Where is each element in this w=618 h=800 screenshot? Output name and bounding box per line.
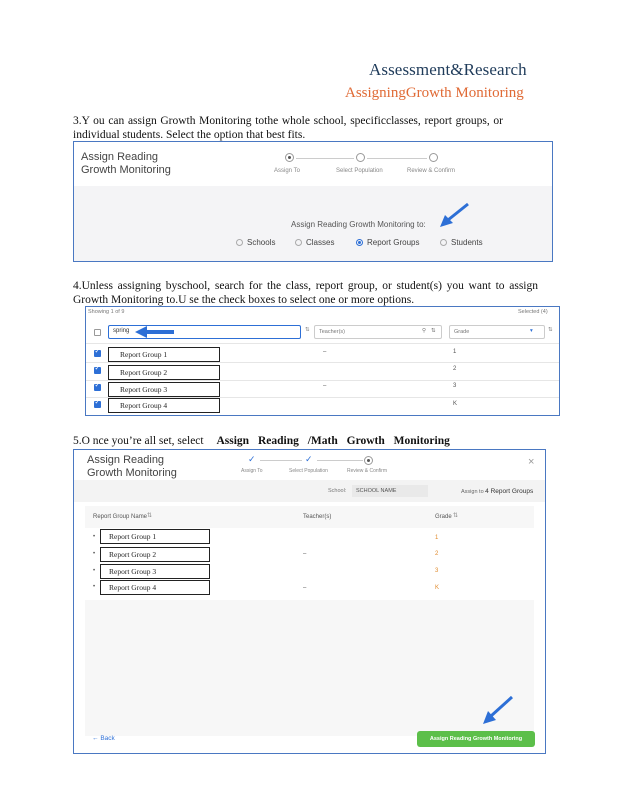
sort-icon[interactable]: ⇅ [305, 327, 310, 333]
divider [86, 343, 560, 344]
row-grade: 1 [453, 349, 457, 355]
radio-schools[interactable] [236, 238, 275, 247]
step5-text-prefix: 5.O nce you’re all set, select [73, 435, 204, 447]
radio-label: Classes [306, 238, 335, 247]
row-grade: 3 [453, 383, 457, 389]
dialog-title-line2: Growth Monitoring [87, 467, 177, 479]
grade-select[interactable] [449, 325, 545, 339]
step-label-review: Review & Confirm [347, 468, 388, 474]
select-population-screenshot [85, 306, 560, 416]
bullet: • [93, 584, 96, 590]
sort-icon[interactable]: ⇅ [147, 513, 153, 519]
bullet: • [93, 568, 96, 574]
dialog-title [87, 454, 177, 480]
radio-circle[interactable] [440, 239, 447, 246]
back-label: Back [100, 735, 115, 742]
row-teacher: – [323, 383, 327, 389]
assign-summary [461, 488, 533, 495]
radio-students[interactable] [440, 238, 483, 247]
header-subtitle: AssigningGrowth Monitoring [345, 85, 524, 101]
stepper-line [367, 158, 427, 159]
assign-summary-value: 4 Report Groups [485, 488, 534, 495]
step-dot-assign-to [285, 153, 294, 162]
col-grade-header[interactable]: Grade [435, 514, 452, 520]
school-value-box [352, 485, 428, 497]
back-button[interactable] [92, 735, 115, 742]
sort-icon: ⇅ [431, 328, 436, 334]
row-name: Report Group 1 [100, 529, 210, 544]
col-teacher-header[interactable]: Teacher(s) [303, 514, 332, 520]
row-grade: K [453, 401, 458, 407]
callout-arrow-icon [478, 694, 516, 728]
row-name: Report Group 4 [100, 580, 210, 595]
assign-growth-monitoring-button[interactable]: Assign Reading Growth Monitoring [417, 731, 535, 747]
stepper-line [260, 460, 302, 461]
select-all-checkbox[interactable] [94, 329, 101, 336]
assign-prompt: Assign Reading Growth Monitoring to: [291, 220, 426, 229]
chevron-down-icon: ▾ [530, 328, 533, 334]
row-name: Report Group 2 [100, 547, 210, 562]
step3-text: 3.Y ou can assign Growth Monitoring tothe whole school, specificclasses, report groups, or individual students. Select the option that best fits. [73, 115, 503, 141]
radio-circle-selected[interactable] [356, 239, 363, 246]
bullet: • [93, 534, 96, 540]
divider [86, 380, 560, 381]
stepper-line [317, 460, 363, 461]
assign-summary-prefix: Assign to [461, 489, 484, 495]
dialog-title-line1: Assign Reading [87, 454, 165, 466]
row-grade: 1 [435, 535, 439, 541]
row-checkbox[interactable] [94, 401, 101, 408]
radio-report-groups[interactable] [356, 238, 419, 247]
row-teacher: – [303, 585, 307, 591]
table-header [85, 506, 534, 526]
divider [86, 362, 560, 363]
row-grade: 2 [453, 366, 457, 372]
selected-count: Selected (4) [518, 309, 548, 315]
row-teacher: – [323, 349, 327, 355]
search-value: spring [113, 328, 130, 334]
radio-circle[interactable] [295, 239, 302, 246]
step-label-select-population: Select Population [289, 468, 328, 474]
sort-icon[interactable]: ⇅ [548, 327, 553, 333]
radio-circle[interactable] [236, 239, 243, 246]
callout-arrow-icon [434, 200, 474, 230]
dialog-title [81, 151, 171, 177]
step-label-review: Review & Confirm [407, 168, 456, 174]
step-dot-select-population [356, 153, 365, 162]
step-dot-review [364, 456, 373, 465]
row-checkbox[interactable] [94, 384, 101, 391]
row-teacher: – [303, 551, 307, 557]
row-name: Report Group 3 [100, 564, 210, 579]
step-label-select-population: Select Population [336, 168, 383, 174]
step4-text: 4.Unless assigning byschool, search for the class, report group, or student(s) you want to assign Growth Monitoring to.U se the check boxes to select one or more options. [73, 280, 538, 306]
dialog-title-line2: Growth Monitoring [81, 164, 171, 176]
step-label-assign-to: Assign To [241, 468, 263, 474]
sort-icon[interactable]: ⇅ [453, 513, 459, 519]
step-dot-review [429, 153, 438, 162]
showing-count: Showing 1 of 9 [88, 309, 125, 315]
arrow-left-icon: ← [92, 735, 99, 742]
stepper-line [296, 158, 354, 159]
school-label: School: [328, 488, 347, 494]
review-confirm-screenshot [73, 449, 546, 754]
radio-label: Report Groups [367, 238, 420, 247]
callout-arrow-icon [134, 325, 176, 339]
search-icon: ⚲ [422, 328, 427, 334]
assign-to-screenshot [73, 141, 553, 262]
grade-placeholder: Grade [454, 329, 470, 335]
row-grade: K [435, 585, 440, 591]
school-value: SCHOOL NAME [356, 488, 397, 494]
step-label-assign-to: Assign To [274, 168, 300, 174]
col-name-header[interactable]: Report Group Name [93, 514, 148, 520]
teacher-placeholder: Teacher(s) [319, 329, 345, 335]
row-grade: 3 [435, 568, 439, 574]
close-icon[interactable]: × [528, 456, 535, 468]
dialog-title-line1: Assign Reading [81, 151, 159, 163]
check-icon: ✓ [248, 454, 256, 464]
check-icon: ✓ [305, 454, 313, 464]
row-name: Report Group 2 [108, 365, 220, 380]
radio-label: Schools [247, 238, 276, 247]
header-title: Assessment&Research [369, 60, 527, 79]
step5-text-bold: Assign Reading /Math Growth Monitoring [216, 435, 450, 447]
row-checkbox[interactable] [94, 367, 101, 374]
radio-label: Students [451, 238, 483, 247]
row-checkbox[interactable] [94, 350, 101, 357]
bullet: • [93, 551, 96, 557]
row-name: Report Group 1 [108, 347, 220, 362]
radio-classes[interactable] [295, 238, 334, 247]
row-grade: 2 [435, 551, 439, 557]
step5-text [73, 434, 543, 448]
row-name: Report Group 4 [108, 398, 220, 413]
teacher-filter-input[interactable] [314, 325, 442, 339]
row-name: Report Group 3 [108, 382, 220, 397]
